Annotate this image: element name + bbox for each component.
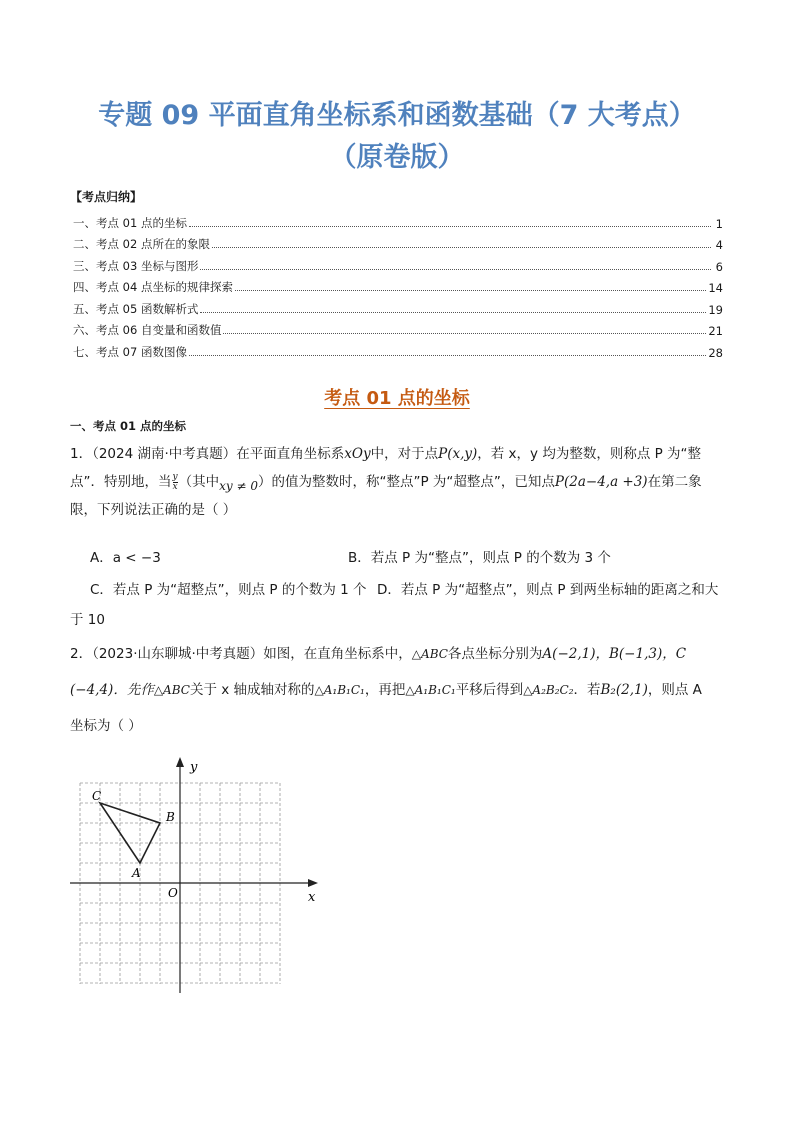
page-subtitle: （原卷版）	[329, 142, 465, 173]
question-number: 1．	[70, 446, 93, 462]
toc-item-page: 1	[715, 216, 723, 231]
toc-item-label: 七、考点 07 函数图像	[73, 344, 187, 359]
question-text: ）的值为整数时，称“整点”P 为“超整点”，已知点	[257, 474, 555, 490]
toc-heading: 【考点归纳】	[70, 190, 143, 204]
math-expression: P(2a−4,a +3)	[554, 474, 648, 490]
math-expression: P(x,y)	[438, 446, 478, 462]
question-text: 中，对于点	[370, 446, 439, 462]
toc-item-label: 四、考点 04 点坐标的规律探索	[73, 280, 233, 294]
toc-item[interactable]	[73, 231, 723, 253]
toc-item-label: 二、考点 02 点所在的象限	[73, 237, 210, 251]
question-text: 各点坐标分别为	[447, 646, 543, 662]
math-expression: △A₁B₁C₁	[405, 683, 456, 697]
question-text: ，再把	[364, 682, 406, 698]
question-text: 如图，在直角坐标系中，	[263, 646, 412, 662]
option-b[interactable]: B．若点 P 为“整点”，则点 P 的个数为 3 个	[348, 550, 611, 566]
question-text: 在第二象	[647, 474, 702, 490]
fraction-numerator: y	[172, 471, 178, 482]
question-1-line-1	[70, 440, 730, 468]
question-2-line-2	[70, 676, 730, 704]
question-text: ，则点 A	[647, 682, 702, 698]
x-axis-label: x	[308, 890, 316, 905]
point-b-label: B	[166, 810, 175, 824]
question-text: 平移后得到	[455, 682, 524, 698]
question-text: ．若	[573, 682, 601, 698]
section-title-text: 考点 01 点的坐标	[324, 388, 470, 409]
triangle-abc	[100, 803, 160, 863]
question-2-line-1	[70, 640, 730, 668]
toc-leader	[189, 226, 711, 227]
fraction	[173, 473, 178, 492]
math-expression: B₂(2,1)	[600, 682, 648, 698]
question-1	[70, 440, 730, 524]
question-1-line-2	[70, 468, 730, 496]
math-expression: (−4,4)．先作	[70, 682, 154, 698]
section-title	[0, 384, 794, 410]
math-expression: △A₁B₁C₁	[314, 683, 365, 697]
toc-item-page: 19	[708, 302, 723, 317]
y-axis-arrow-icon	[176, 757, 184, 767]
x-axis-arrow-icon	[308, 879, 318, 887]
toc-leader	[200, 312, 706, 313]
option-c[interactable]: C．若点 P 为“超整点”，则点 P 的个数为 1 个	[90, 582, 367, 598]
math-expression: xOy	[344, 446, 371, 462]
toc-item[interactable]	[73, 338, 723, 360]
toc-item[interactable]	[73, 295, 723, 317]
y-axis-label: y	[190, 760, 198, 775]
point-a-label: A	[132, 866, 141, 880]
question-text: 关于 x 轴成轴对称的	[189, 682, 315, 698]
toc-leader	[200, 269, 711, 270]
toc-leader	[212, 247, 711, 248]
toc-item[interactable]	[73, 252, 723, 274]
question-text: ，若 x，y 均为整数，则称点 P 为“整	[477, 446, 702, 462]
question-source: （2023·山东聊城·中考真题）	[92, 646, 264, 662]
table-of-contents	[73, 209, 723, 360]
math-expression: A(−2,1)，B(−1,3)，C	[542, 646, 687, 662]
toc-item-page: 6	[715, 259, 723, 274]
question-text: 在平面直角坐标系	[236, 446, 345, 462]
option-a[interactable]: A．a < −3	[90, 550, 161, 566]
toc-leader	[223, 333, 706, 334]
math-expression: △A₂B₂C₂	[523, 683, 574, 697]
toc-item-label: 五、考点 05 函数解析式	[73, 301, 199, 316]
toc-item-page: 28	[708, 345, 723, 360]
toc-item-page: 21	[708, 324, 723, 338]
toc-item[interactable]	[73, 317, 723, 339]
page-title: 专题 09 平面直角坐标系和函数基础（7 大考点）	[98, 100, 696, 131]
question-2	[70, 640, 730, 740]
toc-item-label: 一、考点 01 点的坐标	[73, 215, 187, 230]
question-number: 2．	[70, 646, 93, 662]
section-subheading: 一、考点 01 点的坐标	[70, 419, 187, 433]
coordinate-graph	[66, 755, 326, 995]
question-text: 点”．特别地，当	[70, 474, 172, 490]
toc-item-page: 14	[708, 281, 723, 295]
point-c-label: C	[92, 789, 102, 803]
toc-item[interactable]	[73, 274, 723, 296]
toc-item-page: 4	[715, 238, 723, 252]
question-2-line-3: 坐标为（ ）	[70, 718, 142, 734]
toc-item-label: 三、考点 03 坐标与图形	[73, 258, 199, 273]
option-d-continued: 于 10	[70, 612, 105, 628]
fraction-denominator: x	[172, 481, 178, 492]
origin-label: O	[168, 886, 178, 900]
math-expression: △ABC	[153, 683, 190, 697]
toc-item-label: 六、考点 06 自变量和函数值	[73, 323, 222, 337]
toc-item[interactable]	[73, 209, 723, 231]
question-source: （2024 湖南·中考真题）	[92, 446, 237, 462]
question-text: （其中	[178, 474, 220, 490]
math-expression: xy ≠ 0	[219, 479, 258, 493]
math-expression: △ABC	[411, 647, 448, 661]
question-1-line-3: 限，下列说法正确的是（ ）	[70, 502, 237, 518]
toc-leader	[235, 290, 706, 291]
toc-leader	[189, 355, 706, 356]
option-d[interactable]: D．若点 P 为“超整点”，则点 P 到两坐标轴的距离之和大	[377, 582, 719, 598]
